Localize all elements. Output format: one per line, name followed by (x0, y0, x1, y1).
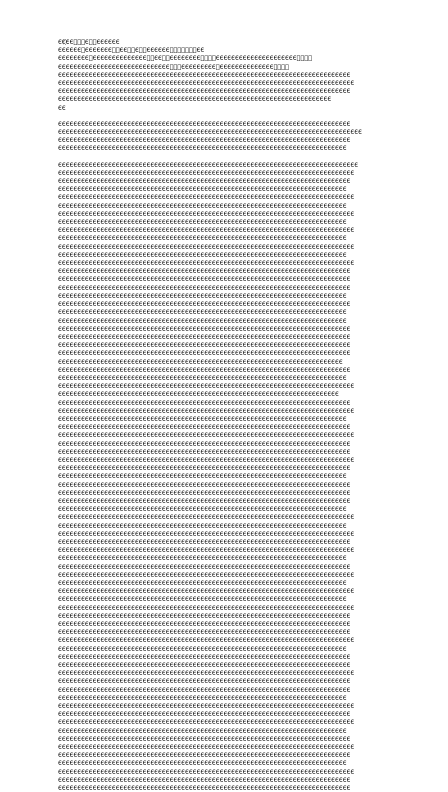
text-line: ЄЄЄЄЄЄЄЄЄЄЄЄЄЄЄЄЄЄЄЄЄЄЄЄЄЄЄЄЄЄЄЄЄЄЄЄЄЄЄЄЄЄЄЄЄЄЄЄЄЄЄЄЄЄЄЄЄЄЄЄЄЄЄЄЄЄЄЄЄЄЄЄЄЄЄ (58, 693, 347, 702)
text-line: ЄЄЄЄЄЄЄЄЄЄЄЄЄЄЄЄЄЄЄЄЄЄЄЄЄЄЄЄЄЄЄЄЄЄЄЄЄЄЄЄЄЄЄЄЄЄЄЄЄЄЄЄЄЄЄЄЄЄЄЄЄЄЄЄЄЄЄЄЄЄЄЄЄЄ (58, 357, 343, 366)
text-line: ЄЄЄЄЄЄЄЄЄЄЄЄЄЄЄЄЄЄЄЄЄЄЄЄЄЄЄЄЄЄЄЄЄЄЄЄЄЄЄЄЄЄЄЄЄЄЄЄЄЄЄЄЄЄЄЄЄЄЄЄЄЄЄЄЄЄЄЄЄЄЄЄЄЄЄЄЄ (58, 587, 355, 596)
text-line: ЄЄЄЄЄЄЄЄЄЄЄЄЄЄЄЄЄЄЄЄЄЄЄЄЄЄЄЄЄЄЄЄЄЄЄЄЄЄЄЄЄЄЄЄЄЄЄЄЄЄЄЄЄЄЄЄЄЄЄЄЄЄЄЄЄЄЄЄЄЄЄЄЄЄЄЄ (58, 784, 351, 792)
text-line: ЄЄЄЄЄЄЄЄЄЄЄЄЄЄЄЄЄЄЄЄЄЄЄЄЄЄЄЄЄЄЄЄЄЄЄЄЄЄЄЄЄЄЄЄЄЄЄЄЄЄЄЄЄЄЄЄЄЄЄЄЄЄЄЄЄЄЄЄЄЄЄЄЄЄЄЄ (58, 136, 351, 145)
text-line: ЄЄЄЄЄЄЄЄЄЄЄЄЄЄЄЄЄЄЄЄЄЄЄЄЄЄЄЄЄЄЄЄЄЄЄЄЄЄЄЄЄЄЄЄЄЄЄЄЄЄЄЄЄЄЄЄЄЄЄЄЄЄЄЄЄЄЄЄЄЄЄЄЄЄЄЄ (58, 447, 351, 456)
paragraph (58, 38, 402, 112)
text-line: ЄЄЄЄЄЄЄЄЄЄЄЄЄЄЄЄЄЄЄЄЄЄЄЄЄЄЄЄЄЄЄЄЄЄЄЄЄЄЄЄЄЄЄЄЄЄЄЄЄЄЄЄЄЄЄЄЄЄЄЄЄЄЄЄЄЄЄЄЄЄЄЄЄЄЄ (58, 644, 347, 653)
text-line: ЄЄЄЄЄЄЄЄЄЄЄЄЄЄЄЄЄЄЄЄЄЄЄЄЄЄЄЄЄЄЄЄЄЄЄЄЄЄЄЄЄЄЄЄЄЄЄЄЄЄЄЄЄЄЄЄЄЄЄЄЄЄЄЄЄЄЄЄЄЄЄЄЄЄЄЄЄ (58, 570, 355, 579)
text-line: ЄЄЄЄЄЄЄЄЄЄЄЄЄЄЄЄЄЄЄЄЄЄЄЄЄЄЄЄЄЄЄЄЄЄЄЄЄЄЄЄЄЄЄЄЄЄЄЄЄЄЄЄЄЄЄЄЄЄЄЄЄЄЄЄЄЄЄЄЄЄЄЄЄЄЄЄЄ (58, 209, 355, 218)
text-line: ЄЄЄЄЄЄЄЄЄЄЄЄЄЄЄЄЄЄЄЄЄЄЄЄЄЄЄЄЄЄЄЄЄЄЄЄЄЄЄЄЄЄЄЄЄЄЄЄЄЄЄЄЄЄЄЄЄЄЄЄЄЄЄЄЄЄЄЄЄЄЄЄЄЄЄЄ (58, 661, 351, 670)
text-line: ЄЄЄЄЄЄЄЄЄЄЄЄЄЄЄЄЄЄЄЄЄЄЄЄЄЄЄЄЄЄЄЄЄЄЄЄЄЄЄЄЄЄЄЄЄЄЄЄЄЄЄЄЄЄЄЄЄЄЄЄЄЄЄЄЄЄЄЄЄЄЄЄЄЄЄ (58, 472, 347, 481)
text-line: ЄЄЄЄЄЄЄЄЄЄЄЄЄЄЄЄЄЄЄЄЄЄЄЄЄЄЄЄЄЄЄЄЄЄЄЄЄЄЄЄЄЄЄЄЄЄЄЄЄЄЄЄЄЄЄЄЄЄЄЄЄЄЄЄЄЄЄЄЄЄЄЄЄЄЄЄЄЄ (58, 160, 359, 169)
text-line: ЄЄЄЄЄЄЄЄЄЄЄЄЄЄЄЄЄЄЄЄЄЄЄЄЄЄЄЄЄЄЄЄЄЄЄЄЄЄЄЄЄЄЄЄЄЄЄЄЄЄЄЄЄЄЄЄЄЄЄЄЄЄЄЄЄЄЄЄЄЄЄЄЄЄЄЄ (58, 423, 351, 432)
text-line: ЄЄЄЄЄЄЄЄЄЄЄЄЄЄЄЄЄЄЄЄЄЄЄЄЄЄЄЄЄЄЄЄЄЄЄЄЄЄЄЄЄЄЄЄЄЄЄЄЄЄЄЄЄЄЄЄЄЄЄЄЄЄЄЄЄЄЄЄЄЄЄЄЄЄЄЄ (58, 652, 351, 661)
text-line: ЄЄЄЄЄЄЄЄЄЄЄЄЄЄЄЄЄЄЄЄЄЄЄЄЄЄЄЄЄЄЄЄЄЄЄЄЄЄЄЄЄЄЄЄЄЄЄЄЄЄЄЄЄЄЄЄЄЄЄЄЄЄЄЄЄЄЄЄЄЄЄЄЄЄЄЄ (58, 620, 351, 629)
text-line: ЄЄЄЄЄЄЄЄЄЄЄЄЄЄЄЄЄЄЄЄЄЄЄЄЄЄЄЄЄЄЄЄЄЄЄЄЄЄЄЄЄЄЄЄЄЄЄЄЄЄЄЄЄЄЄЄЄЄЄЄЄЄЄЄЄЄЄЄЄЄЄЄЄЄЄЄЄ (58, 603, 355, 612)
text-line: ЄЄЄЄЄЄЄЄЄЄЄЄЄЄЄЄЄЄЄЄЄЄЄЄЄЄЄЄЄЄЄЄЄЄЄЄЄЄЄЄЄЄЄЄЄЄЄЄЄЄЄЄЄЄЄЄЄЄЄЄЄЄЄЄЄЄЄЄЄЄЄЄЄЄЄЄ (58, 628, 351, 637)
text-line: ЄЄЄЄЄЄЄЄЄЄЄЄЄЄЄЄЄЄЄЄЄЄЄЄЄЄЄЄЄЄЄЄЄЄЄЄЄЄЄЄЄЄЄЄЄЄЄЄЄЄЄЄЄЄЄЄЄЄЄЄЄЄЄЄЄЄЄЄЄЄЄЄЄЄЄ (58, 579, 347, 587)
text-line: ЄЄЄЄЄЄЄЄЄЄЄЄЄЄЄЄЄЄЄЄЄЄЄЄЄЄЄЄЄЄЄЄЄЄЄЄЄЄЄЄЄЄЄЄЄЄЄЄЄЄЄЄЄЄЄЄЄЄЄЄЄЄЄЄЄЄЄЄЄЄЄЄЄЄЄЄЄ (58, 636, 355, 645)
text-line: ЄЄЄЄЄЄЄЄЄЄЄЄЄЄЄЄЄЄЄЄЄЄЄЄЄЄЄЄЄЄЄЄЄЄЄЄЄЄЄЄЄЄЄЄЄЄЄЄЄЄЄЄЄЄЄЄЄЄЄЄЄЄЄЄЄЄЄЄЄЄЄЄЄЄЄ (58, 554, 347, 563)
text-line: ЄЄЄЄЄЄЄЄЄЄЄЄЄЄЄЄЄЄЄЄЄЄЄЄЄЄЄЄЄЄЄЄЄЄЄЄЄЄЄЄЄЄЄЄЄЄЄЄЄЄЄЄЄЄЄЄЄЄЄЄЄЄЄЄЄЄЄЄЄЄЄЄЄЄЄЄЄ (58, 226, 355, 235)
text-line: ЄЄЄЄЄЄЄЄЄЄЄЄЄЄЄЄЄЄЄЄЄЄЄЄЄЄЄЄЄЄЄЄЄЄЄЄЄЄЄЄЄЄЄЄЄЄЄЄЄЄЄЄЄЄЄЄЄЄЄЄЄЄЄЄЄЄЄЄЄЄЄЄЄЄЄЄЄ (58, 546, 355, 555)
text-line: ЄЄЄЄЄЄЄЄЄЄЄЄЄЄЄЄЄЄЄЄЄЄЄЄЄЄЄЄЄЄЄЄЄЄЄЄЄЄЄЄЄЄЄЄЄЄЄЄЄЄЄЄЄЄЄЄЄЄЄЄЄЄЄЄЄЄЄЄЄЄЄЄЄЄЄ (58, 144, 347, 153)
text-line: ЄЄЄЄЄЄЄЄЄЄЄЄЄЄЄЄЄЄЄЄЄЄЄЄЄЄЄЄЄЄЄЄЄЄЄЄЄЄЄЄЄЄЄЄЄЄЄЄЄЄЄЄЄЄЄЄЄЄЄЄЄЄЄЄЄЄЄЄЄЄЄЄЄЄЄЄ (58, 332, 351, 341)
text-line: ЄЄЄЄЄЄЄЄЄЄЄЄЄЄЄЄЄЄЄЄЄЄЄЄЄЄЄЄЄЄЄЄЄЄЄЄЄЄЄЄЄЄЄЄЄЄЄЄЄЄЄЄЄЄЄЄЄЄЄЄЄЄЄЄЄЄЄЄЄЄЄЄЄЄЄЄ (58, 685, 351, 694)
text-line: ЄЄЄЄЄЄЄЄЄЄЄЄЄЄЄЄЄЄЄЄЄЄЄЄЄЄЄЄЄЄЄЄЄЄЄЄЄЄЄЄЄЄЄЄЄЄЄЄЄЄЄЄЄЄЄЄЄЄЄЄЄЄЄЄЄЄЄЄЄЄЄЄЄЄЄ (58, 759, 347, 768)
text-line: ЄЄЄЄЄЄЄЄЄЄЄЄЄЄЄЄЄЄЄЄЄЄЄЄЄЄЄЄЄЄЄЄЄЄЄЄЄЄЄЄЄЄЄЄЄЄЄЄЄЄЄЄЄЄЄЄЄЄЄЄЄЄЄЄЄЄЄЄЄЄЄЄЄЄЄЄ (58, 324, 351, 333)
paragraph (58, 120, 402, 153)
text-line: ЄЄЄЄЄЄЄЄЄЄЄЄЄЄЄЄЄЄЄЄЄЄЄЄЄЄЄЄЄЄЄЄЄЄЄЄЄЄЄЄЄЄЄЄЄЄЄЄЄЄЄЄЄЄЄЄЄЄЄЄЄЄЄЄЄЄЄЄЄЄЄЄЄЄЄЄЄ (58, 193, 355, 202)
text-line: ЄЄЄЄЄЄЄЄЄЄЄЄЄЄЄЄЄЄЄЄЄЄЄЄЄЄЄЄЄЄЄЄЄЄЄЄЄЄЄЄЄЄЄЄЄЄЄЄЄЄЄЄЄЄЄЄЄЄЄЄЄЄЄЄЄЄЄЄЄЄЄЄЄЄЄЄЄ (58, 767, 355, 776)
text-line: ЄЄЄЄЄЄЄЄЄЄЄЄЄЄЄЄЄЄЄЄЄЄЄЄЄЄЄЄЄЄЄЄЄЄЄЄЄЄЄЄЄЄЄЄЄЄЄЄЄЄЄЄЄЄЄЄЄЄЄЄЄЄЄЄЄЄЄЄЄЄЄЄЄЄЄЄ (58, 480, 351, 489)
text-line: ЄЄЄЄЄЄЄЄЄЄЄЄЄЄЄЄЄЄЄЄЄЄЄЄЄЄЄЄЄЄЄЄЄЄЄЄЄЄЄЄЄЄЄЄЄЄЄЄЄЄЄЄЄЄЄЄЄЄЄЄЄЄЄЄЄЄЄЄЄЄЄЄЄЄЄЄ (58, 283, 351, 292)
text-line: ЄЄЄЄЄЄЄЄЄЄЄЄЄЄЄЄЄЄЄЄЄЄЄЄЄЄЄЄЄЄЄЄЄЄЄЄЄЄЄЄЄЄЄЄЄЄЄЄЄЄЄЄЄЄЄЄЄЄЄЄЄЄЄЄЄЄЄЄЄЄЄЄЄЄЄЄЄ (58, 513, 355, 522)
text-line: ЄЄЄЄЄЄЄЄЄЄЄЄЄЄЄЄЄЄЄЄЄЄЄЄЄЄЄЄЄЄЄЄЄЄЄЄЄЄЄЄЄЄЄЄЄЄЄЄЄЄЄЄЄЄЄЄЄЄЄЄЄЄЄЄЄЄЄЄЄЄЄЄЄЄЄЄЄ (58, 743, 355, 752)
text-line: ЄЄЄЄЄЄЄЄЄЄЄЄЄЄЄЄЄЄЄЄЄЄЄЄЄЄЄЄЄЄЄЄЄЄЄЄЄЄЄЄЄЄЄЄЄЄЄЄЄЄЄЄЄЄЄЄЄЄЄЄЄЄЄЄЄЄЄЄЄЄЄЄЄЄЄ (58, 185, 347, 194)
text-line: ЄЄЄЄЄЄЄЄЄЄЄЄЄЄЄЄЄЄЄЄЄЄЄЄЄЄЄЄЄЄЄЄЄЄЄЄЄЄЄЄЄЄЄЄЄЄЄЄЄЄЄЄЄЄЄЄЄЄЄЄЄЄЄЄЄЄЄЄЄЄЄЄЄЄЄЄ (58, 710, 351, 719)
text-line: ЄЄЄЄЄЄЄЄЄЄЄЄЄЄЄЄЄЄЄЄЄЄЄЄЄЄЄЄЄЄЄЄЄЄЄЄЄЄЄЄЄЄЄЄЄЄЄЄЄЄЄЄЄЄЄЄЄЄЄЄЄЄЄЄЄЄЄЄЄЄЄЄЄЄЄ (58, 308, 347, 317)
text-line: ЄЄЄЄЄЄЄЄЄЄЄЄЄЄЄЄЄЄЄЄЄЄЄЄЄЄЄЄЄЄЄЄЄЄЄЄЄЄЄЄЄЄЄЄЄЄЄЄЄЄЄЄЄЄЄЄЄЄЄЄЄЄЄЄЄЄЄЄЄЄЄЄЄЄЄЄ (58, 611, 351, 620)
text-line: ЄЄЄЄЄЄЄЄ ЄЄЄЄЄЄЄЄЄЄЄЄЄЄ  ЄЄ  ЄЄЄЄЄЄЄЄ    ЄЄЄЄЄЄЄЄЄЄЄЄЄЄЄЄЄЄЄЄЄ     (58, 54, 312, 63)
text-line: ЄЄЄЄЄЄЄЄЄЄЄЄЄЄЄЄЄЄЄЄЄЄЄЄЄЄЄЄЄЄЄЄЄЄЄЄЄЄЄЄЄЄЄЄЄЄЄЄЄЄЄЄЄЄЄЄЄЄЄЄЄЄЄЄЄЄЄЄЄЄЄЄЄЄЄЄ (58, 734, 351, 743)
text-line: ЄЄЄЄЄЄЄЄЄЄЄЄЄЄЄЄЄЄЄЄЄЄЄЄЄЄЄЄЄЄЄЄЄЄЄЄЄЄЄЄЄЄЄЄЄЄЄЄЄЄЄЄЄЄЄЄЄЄЄЄЄЄЄЄЄЄЄЄЄЄЄЄЄ (58, 390, 339, 399)
text-line: ЄЄЄЄЄЄЄЄЄЄЄЄЄЄЄЄЄЄЄЄЄЄЄЄЄЄЄЄЄЄЄЄЄЄЄЄЄЄЄЄЄЄЄЄЄЄЄЄЄЄЄЄЄЄЄЄЄЄЄЄЄЄЄЄЄЄЄЄЄЄЄЄЄЄЄ (58, 218, 347, 227)
text-line: ЄЄЄЄЄЄЄЄЄЄЄЄЄЄЄЄЄЄЄЄЄЄЄЄЄЄЄЄЄЄЄЄЄЄЄЄЄЄЄЄЄЄЄЄЄЄЄЄЄЄЄЄЄЄЄЄЄЄЄЄЄЄЄЄЄЄЄЄЄЄЄ (58, 95, 332, 104)
text-line: ЄЄЄЄЄЄЄЄЄЄЄЄЄЄЄЄЄЄЄЄЄЄЄЄЄЄЄЄЄЄЄЄЄЄЄЄЄЄЄЄЄЄЄЄЄЄЄЄЄЄЄЄЄЄЄЄЄЄЄЄЄЄЄЄЄЄЄЄЄЄЄЄЄЄЄЄ (58, 398, 351, 407)
text-line: ЄЄЄЄЄЄЄЄЄЄЄЄЄЄЄЄЄЄЄЄЄЄЄЄЄЄЄЄЄЄЄЄЄЄЄЄЄЄЄЄЄЄЄЄЄЄЄЄЄЄЄЄЄЄЄЄЄЄЄЄЄЄЄЄЄЄЄЄЄЄЄЄЄЄЄЄ (58, 775, 351, 784)
text-line: ЄЄЄЄЄЄЄЄЄЄЄЄЄЄЄЄЄЄЄЄЄЄЄЄЄЄЄЄЄЄЄЄЄЄЄЄЄЄЄЄЄЄЄЄЄЄЄЄЄЄЄЄЄЄЄЄЄЄЄЄЄЄЄЄЄЄЄЄЄЄЄЄЄЄЄЄ (58, 349, 351, 358)
text-line: ЄЄЄЄЄЄЄЄЄЄЄЄЄЄЄЄЄЄЄЄЄЄЄЄЄЄЄЄЄЄЄЄЄЄЄЄЄЄЄЄЄЄЄЄЄЄЄЄЄЄЄЄЄЄЄЄЄЄЄЄЄЄЄЄЄЄЄЄЄЄЄЄЄЄЄ (58, 250, 347, 259)
text-line: ЄЄЄЄЄЄЄЄЄЄЄЄЄЄЄЄЄЄЄЄЄЄЄЄЄЄЄЄЄЄЄЄЄЄЄЄЄЄЄЄЄЄЄЄЄЄЄЄЄЄЄЄЄЄЄЄЄЄЄЄЄЄЄЄЄЄЄЄЄЄЄЄЄЄЄ (58, 414, 347, 423)
text-line: ЄЄЄЄЄЄЄЄЄЄЄЄЄЄЄЄЄЄЄЄЄЄЄЄЄЄЄЄЄЄЄЄЄЄЄЄЄЄЄЄЄЄЄЄЄЄЄЄЄЄЄЄЄЄЄЄЄЄЄЄЄЄЄЄЄЄЄЄЄЄЄЄЄЄЄЄЄ (58, 79, 355, 88)
text-line: ЄЄЄЄЄЄЄЄЄЄЄЄЄЄЄЄЄЄЄЄЄЄЄЄЄЄЄЄЄЄЄЄЄЄЄЄЄЄЄЄЄЄЄЄЄЄЄЄЄЄЄЄЄЄЄЄЄЄЄЄЄЄЄЄЄЄЄЄЄЄЄЄЄЄЄЄ (58, 439, 351, 448)
text-line: ЄЄЄЄЄЄЄЄЄЄЄЄЄЄЄЄЄЄЄЄЄЄЄЄЄЄЄЄЄЄЄЄЄЄЄЄЄЄЄЄЄЄЄЄЄЄЄЄЄЄЄЄЄЄЄЄЄЄЄЄЄЄЄЄЄЄЄЄЄЄЄЄЄЄЄЄ (58, 70, 351, 79)
text-line: ЄЄЄЄЄЄЄЄЄЄЄЄЄЄЄЄЄЄЄЄЄЄЄЄЄЄЄЄЄЄЄЄЄЄЄЄЄЄЄЄЄЄЄЄЄЄЄЄЄЄЄЄЄЄЄЄЄЄЄЄЄЄЄЄЄЄЄЄЄЄЄЄЄЄЄ (58, 505, 347, 514)
text-line: ЄЄЄЄЄЄЄЄЄЄЄЄЄЄЄЄЄЄЄЄЄЄЄЄЄЄЄЄЄЄЄЄЄЄЄЄЄЄЄЄЄЄЄЄЄЄЄЄЄЄЄЄЄЄЄЄЄЄЄЄЄЄЄЄЄЄЄЄЄЄЄЄЄЄЄ (58, 201, 347, 210)
text-line: ЄЄ҉ЄЄ   Є  ЄЄЄЄЄЄ (58, 38, 120, 46)
text-line: ЄЄЄЄЄЄЄЄЄЄЄЄЄЄЄЄЄЄЄЄЄЄЄЄЄЄЄЄЄЄЄЄЄЄЄЄЄЄЄЄЄЄЄЄЄЄЄЄЄЄЄЄЄЄЄЄЄЄЄЄЄЄЄЄЄЄЄЄЄЄЄЄЄЄЄ (58, 726, 347, 735)
text-line: ЄЄЄЄЄЄЄЄЄЄЄЄЄЄЄЄЄЄЄЄЄЄЄЄЄЄЄЄЄЄЄЄЄЄЄЄЄЄЄЄЄЄЄЄЄЄЄЄЄЄЄЄЄЄЄЄЄЄЄЄЄЄЄЄЄЄЄЄЄЄЄЄЄЄЄЄ (58, 177, 351, 186)
text-line: ЄЄЄЄЄЄЄЄЄЄЄЄЄЄЄЄЄЄЄЄЄЄЄЄЄЄЄЄЄ   ЄЄЄЄЄЄЄЄЄ ЄЄЄЄЄЄЄЄЄЄЄЄЄЄ     (58, 62, 289, 71)
text-line: ЄЄЄЄЄЄ ЄЄЄЄЄЄЄ  ЄЄ  Є  ЄЄЄЄЄЄ       ЄЄ (58, 46, 205, 55)
garbled-text-block (58, 38, 402, 792)
text-line: ЄЄЄЄЄЄЄЄЄЄЄЄЄЄЄЄЄЄЄЄЄЄЄЄЄЄЄЄЄЄЄЄЄЄЄЄЄЄЄЄЄЄЄЄЄЄЄЄЄЄЄЄЄЄЄЄЄЄЄЄЄЄЄЄЄЄЄЄЄЄЄЄЄЄЄЄЄ (58, 259, 355, 268)
text-line: ЄЄЄЄЄЄЄЄЄЄЄЄЄЄЄЄЄЄЄЄЄЄЄЄЄЄЄЄЄЄЄЄЄЄЄЄЄЄЄЄЄЄЄЄЄЄЄЄЄЄЄЄЄЄЄЄЄЄЄЄЄЄЄЄЄЄЄЄЄЄЄЄЄЄЄЄЄ (58, 702, 355, 711)
text-line: ЄЄЄЄЄЄЄЄЄЄЄЄЄЄЄЄЄЄЄЄЄЄЄЄЄЄЄЄЄЄЄЄЄЄЄЄЄЄЄЄЄЄЄЄЄЄЄЄЄЄЄЄЄЄЄЄЄЄЄЄЄЄЄЄЄЄЄЄЄЄЄЄЄЄЄЄ (58, 751, 351, 760)
text-line: ЄЄЄЄЄЄЄЄЄЄЄЄЄЄЄЄЄЄЄЄЄЄЄЄЄЄЄЄЄЄЄЄЄЄЄЄЄЄЄЄЄЄЄЄЄЄЄЄЄЄЄЄЄЄЄЄЄЄЄЄЄЄЄЄЄЄЄЄЄЄЄЄЄЄЄ (58, 316, 347, 325)
text-line: ЄЄЄЄЄЄЄЄЄЄЄЄЄЄЄЄЄЄЄЄЄЄЄЄЄЄЄЄЄЄЄЄЄЄЄЄЄЄЄЄЄЄЄЄЄЄЄЄЄЄЄЄЄЄЄЄЄЄЄЄЄЄЄЄЄЄЄЄЄЄЄЄЄЄЄЄЄ (58, 406, 355, 415)
text-line: ЄЄЄЄЄЄЄЄЄЄЄЄЄЄЄЄЄЄЄЄЄЄЄЄЄЄЄЄЄЄЄЄЄЄЄЄЄЄЄЄЄЄЄЄЄЄЄЄЄЄЄЄЄЄЄЄЄЄЄЄЄЄЄЄЄЄЄЄЄЄЄЄЄЄЄЄ (58, 562, 351, 571)
text-line: ЄЄЄЄЄЄЄЄЄЄЄЄЄЄЄЄЄЄЄЄЄЄЄЄЄЄЄЄЄЄЄЄЄЄЄЄЄЄЄЄЄЄЄЄЄЄЄЄЄЄЄЄЄЄЄЄЄЄЄЄЄЄЄЄЄЄЄЄЄЄЄЄЄЄЄ (58, 595, 347, 604)
paragraph (58, 161, 402, 792)
text-line: ЄЄЄЄЄЄЄЄЄЄЄЄЄЄЄЄЄЄЄЄЄЄЄЄЄЄЄЄЄЄЄЄЄЄЄЄЄЄЄЄЄЄЄЄЄЄЄЄЄЄЄЄЄЄЄЄЄЄЄЄЄЄЄЄЄЄЄЄЄЄЄЄЄЄЄ (58, 521, 347, 530)
text-line: ЄЄ (58, 103, 66, 112)
text-line: ЄЄЄЄЄЄЄЄЄЄЄЄЄЄЄЄЄЄЄЄЄЄЄЄЄЄЄЄЄЄЄЄЄЄЄЄЄЄЄЄЄЄЄЄЄЄЄЄЄЄЄЄЄЄЄЄЄЄЄЄЄЄЄЄЄЄЄЄЄЄЄЄЄЄЄЄ (58, 119, 351, 128)
text-line: ЄЄЄЄЄЄЄЄЄЄЄЄЄЄЄЄЄЄЄЄЄЄЄЄЄЄЄЄЄЄЄЄЄЄЄЄЄЄЄЄЄЄЄЄЄЄЄЄЄЄЄЄЄЄЄЄЄЄЄЄЄЄЄЄЄЄЄЄЄЄЄЄЄЄЄЄ (58, 488, 351, 497)
text-line: ЄЄЄЄЄЄЄЄЄЄЄЄЄЄЄЄЄЄЄЄЄЄЄЄЄЄЄЄЄЄЄЄЄЄЄЄЄЄЄЄЄЄЄЄЄЄЄЄЄЄЄЄЄЄЄЄЄЄЄЄЄЄЄЄЄЄЄЄЄЄЄЄЄЄЄЄ (58, 464, 351, 473)
text-line: ЄЄЄЄЄЄЄЄЄЄЄЄЄЄЄЄЄЄЄЄЄЄЄЄЄЄЄЄЄЄЄЄЄЄЄЄЄЄЄЄЄЄЄЄЄЄЄЄЄЄЄЄЄЄЄЄЄЄЄЄЄЄЄЄЄЄЄЄЄЄЄЄЄЄЄЄЄ (58, 382, 355, 391)
text-line: ЄЄЄЄЄЄЄЄЄЄЄЄЄЄЄЄЄЄЄЄЄЄЄЄЄЄЄЄЄЄЄЄЄЄЄЄЄЄЄЄЄЄЄЄЄЄЄЄЄЄЄЄЄЄЄЄЄЄЄЄЄЄЄЄЄЄЄЄЄЄЄЄЄЄЄЄЄ (58, 242, 355, 251)
text-line: ЄЄЄЄЄЄЄЄЄЄЄЄЄЄЄЄЄЄЄЄЄЄЄЄЄЄЄЄЄЄЄЄЄЄЄЄЄЄЄЄЄЄЄЄЄЄЄЄЄЄЄЄЄЄЄЄЄЄЄЄЄЄЄЄЄЄЄЄЄЄЄЄЄЄЄ (58, 373, 347, 382)
text-line: ЄЄЄЄЄЄЄЄЄЄЄЄЄЄЄЄЄЄЄЄЄЄЄЄЄЄЄЄЄЄЄЄЄЄЄЄЄЄЄЄЄЄЄЄЄЄЄЄЄЄЄЄЄЄЄЄЄЄЄЄЄЄЄЄЄЄЄЄЄЄЄЄЄЄЄ (58, 234, 347, 243)
text-line: ЄЄЄЄЄЄЄЄЄЄЄЄЄЄЄЄЄЄЄЄЄЄЄЄЄЄЄЄЄЄЄЄЄЄЄЄЄЄЄЄЄЄЄЄЄЄЄЄЄЄЄЄЄЄЄЄЄЄЄЄЄЄЄЄЄЄЄЄЄЄЄЄЄЄЄ (58, 291, 347, 300)
text-line: ЄЄЄЄЄЄЄЄЄЄЄЄЄЄЄЄЄЄЄЄЄЄЄЄЄЄЄЄЄЄЄЄЄЄЄЄЄЄЄЄЄЄЄЄЄЄЄЄЄЄЄЄЄЄЄЄЄЄЄЄЄЄЄЄЄЄЄЄЄЄЄЄЄЄЄЄ (58, 677, 351, 686)
text-line: ЄЄЄЄЄЄЄЄЄЄЄЄЄЄЄЄЄЄЄЄЄЄЄЄЄЄЄЄЄЄЄЄЄЄЄЄЄЄЄЄЄЄЄЄЄЄЄЄЄЄЄЄЄЄЄЄЄЄЄЄЄЄЄЄЄЄЄЄЄЄЄЄЄЄЄЄ (58, 87, 351, 96)
text-line: ЄЄЄЄЄЄЄЄЄЄЄЄЄЄЄЄЄЄЄЄЄЄЄЄЄЄЄЄЄЄЄЄЄЄЄЄЄЄЄЄЄЄЄЄЄЄЄЄЄЄЄЄЄЄЄЄЄЄЄЄЄЄЄЄЄЄЄЄЄЄЄЄЄЄЄЄ (58, 365, 351, 374)
text-line: ЄЄЄЄЄЄЄЄЄЄЄЄЄЄЄЄЄЄЄЄЄЄЄЄЄЄЄЄЄЄЄЄЄЄЄЄЄЄЄЄЄЄЄЄЄЄЄЄЄЄЄЄЄЄЄЄЄЄЄЄЄЄЄЄЄЄЄЄЄЄЄЄЄЄЄЄЄ (58, 718, 355, 727)
text-line: ЄЄЄЄЄЄЄЄЄЄЄЄЄЄЄЄЄЄЄЄЄЄЄЄЄЄЄЄЄЄЄЄЄЄЄЄЄЄЄЄЄЄЄЄЄЄЄЄЄЄЄЄЄЄЄЄЄЄЄЄЄЄЄЄЄЄЄЄЄЄЄЄЄЄЄЄЄ (58, 168, 355, 177)
text-line: ЄЄЄЄЄЄЄЄЄЄЄЄЄЄЄЄЄЄЄЄЄЄЄЄЄЄЄЄЄЄЄЄЄЄЄЄЄЄЄЄЄЄЄЄЄЄЄЄЄЄЄЄЄЄЄЄЄЄЄЄЄЄЄЄЄЄЄЄЄЄЄЄЄЄЄЄ (58, 275, 351, 284)
text-line: ЄЄЄЄЄЄЄЄЄЄЄЄЄЄЄЄЄЄЄЄЄЄЄЄЄЄЄЄЄЄЄЄЄЄЄЄЄЄЄЄЄЄЄЄЄЄЄЄЄЄЄЄЄЄЄЄЄЄЄЄЄЄЄЄЄЄЄЄЄЄЄЄЄЄЄЄЄ (58, 431, 355, 440)
text-line: ЄЄЄЄЄЄЄЄЄЄЄЄЄЄЄЄЄЄЄЄЄЄЄЄЄЄЄЄЄЄЄЄЄЄЄЄЄЄЄЄЄЄЄЄЄЄЄЄЄЄЄЄЄЄЄЄЄЄЄЄЄЄЄЄЄЄЄЄЄЄЄЄЄЄЄЄЄЄЄ (58, 128, 362, 137)
text-line: ЄЄЄЄЄЄЄЄЄЄЄЄЄЄЄЄЄЄЄЄЄЄЄЄЄЄЄЄЄЄЄЄЄЄЄЄЄЄЄЄЄЄЄЄЄЄЄЄЄЄЄЄЄЄЄЄЄЄЄЄЄЄЄЄЄЄЄЄЄЄЄЄЄЄЄЄ (58, 341, 351, 350)
text-line: ЄЄЄЄЄЄЄЄЄЄЄЄЄЄЄЄЄЄЄЄЄЄЄЄЄЄЄЄЄЄЄЄЄЄЄЄЄЄЄЄЄЄЄЄЄЄЄЄЄЄЄЄЄЄЄЄЄЄЄЄЄЄЄЄЄЄЄЄЄЄЄЄЄЄЄЄЄ (58, 529, 355, 538)
text-line: ЄЄЄЄЄЄЄЄЄЄЄЄЄЄЄЄЄЄЄЄЄЄЄЄЄЄЄЄЄЄЄЄЄЄЄЄЄЄЄЄЄЄЄЄЄЄЄЄЄЄЄЄЄЄЄЄЄЄЄЄЄЄЄЄЄЄЄЄЄЄЄЄЄЄЄЄ (58, 300, 351, 309)
text-line: ЄЄЄЄЄЄЄЄЄЄЄЄЄЄЄЄЄЄЄЄЄЄЄЄЄЄЄЄЄЄЄЄЄЄЄЄЄЄЄЄЄЄЄЄЄЄЄЄЄЄЄЄЄЄЄЄЄЄЄЄЄЄЄЄЄЄЄЄЄЄЄЄЄЄЄЄ (58, 267, 351, 276)
text-line: ЄЄЄЄЄЄЄЄЄЄЄЄЄЄЄЄЄЄЄЄЄЄЄЄЄЄЄЄЄЄЄЄЄЄЄЄЄЄЄЄЄЄЄЄЄЄЄЄЄЄЄЄЄЄЄЄЄЄЄЄЄЄЄЄЄЄЄЄЄЄЄЄЄЄЄЄ (58, 496, 351, 505)
text-line: ЄЄЄЄЄЄЄЄЄЄЄЄЄЄЄЄЄЄЄЄЄЄЄЄЄЄЄЄЄЄЄЄЄЄЄЄЄЄЄЄЄЄЄЄЄЄЄЄЄЄЄЄЄЄЄЄЄЄЄЄЄЄЄЄЄЄЄЄЄЄЄЄЄЄЄЄ (58, 537, 351, 546)
text-line: ЄЄЄЄЄЄЄЄЄЄЄЄЄЄЄЄЄЄЄЄЄЄЄЄЄЄЄЄЄЄЄЄЄЄЄЄЄЄЄЄЄЄЄЄЄЄЄЄЄЄЄЄЄЄЄЄЄЄЄЄЄЄЄЄЄЄЄЄЄЄЄЄЄЄЄЄЄ (58, 669, 355, 678)
text-line: ЄЄЄЄЄЄЄЄЄЄЄЄЄЄЄЄЄЄЄЄЄЄЄЄЄЄЄЄЄЄЄЄЄЄЄЄЄЄЄЄЄЄЄЄЄЄЄЄЄЄЄЄЄЄЄЄЄЄЄЄЄЄЄЄЄЄЄЄЄЄЄЄЄЄЄЄЄ (58, 455, 355, 464)
